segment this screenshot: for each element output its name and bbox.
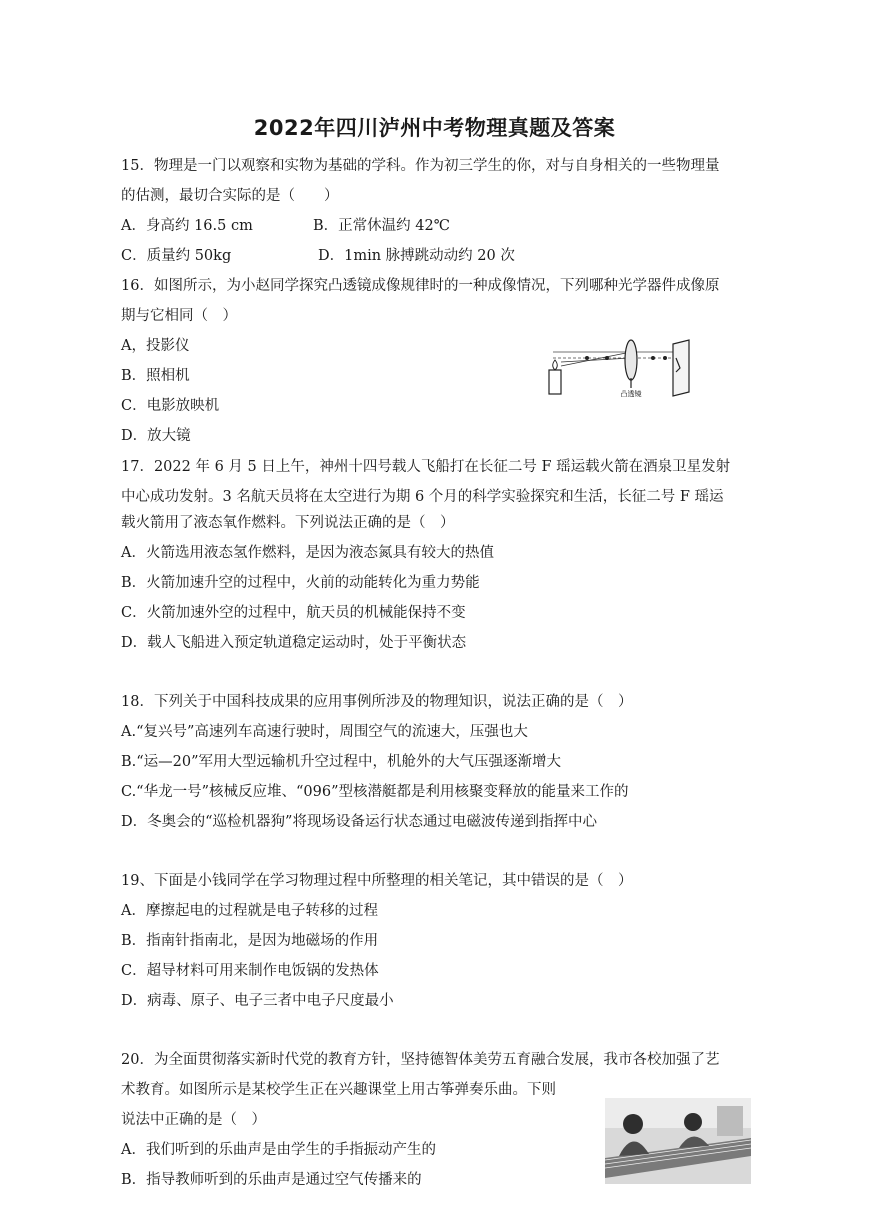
lens-label: 凸透镜 [620,390,642,398]
student-head-icon [623,1114,643,1134]
q17-option-b: B．火箭加速升空的过程中，火前的动能转化为重力势能 [121,575,480,591]
background-object [717,1106,743,1136]
focal-point-dot [605,356,609,360]
q17-option-d: D．载人飞船进入预定轨道稳定运动时，处于平衡状态 [121,635,467,651]
q19-option-c: C．超导材料可用来制作电饭锅的发热体 [121,963,379,979]
q20-option-b: B．指导教师听到的乐曲声是通过空气传播来的 [121,1172,422,1188]
q20-stem-line1: 20．为全面贯彻落实新时代党的教育方针，坚持德智体美劳五育融合发展，我市各校加强了艺 [121,1052,720,1068]
q15-option-b: B．正常休温约 42℃ [313,218,450,234]
q15-stem-line1: 15．物理是一门以观察和实物为基础的学科。作为初三学生的你，对与自身相关的一些物理量 [121,158,720,174]
lens-imaging-figure [545,338,695,400]
screen-icon [673,340,689,396]
q16-option-c: C．电影放映机 [121,398,220,414]
q15-option-c: C．质量约 50kg [121,248,232,264]
q17-stem-line2: 中心成功发射。3 名航天员将在太空进行为期 6 个月的科学实验探究和生活，长征二号 F 瑶运 [121,489,724,505]
q16-option-a: A，投影仪 [121,338,190,354]
q15-stem-line2: 的估测，最切合实际的是（ ） [121,188,339,204]
q19-option-d: D．病毒、原子、电子三者中电子尺度最小 [121,993,394,1009]
focal-point-dot [585,356,589,360]
focal-point-dot [663,356,667,360]
focal-point-dot [651,356,655,360]
page-title: 2022年四川泸州中考物理真题及答案 [253,116,616,140]
q16-stem-line1: 16．如图所示，为小赵同学探究凸透镜成像规律时的一种成像情况，下列哪种光学器件成像原 [121,278,720,294]
q18-option-c: C.“华龙一号”核械反应堆、“096”型核潜艇都是利用核聚变释放的能量来工作的 [121,784,629,800]
q19-option-b: B．指南针指南北，是因为地磁场的作用 [121,933,379,949]
convex-lens-icon [625,340,637,380]
q19-option-a: A．摩擦起电的过程就是电子转移的过程 [121,903,378,919]
q20-stem-line2: 术教育。如图所示是某校学生正在兴趣课堂上用古筝弹奏乐曲。下则 [121,1082,556,1098]
q16-option-b: B．照相机 [121,368,190,384]
q16-stem-line2: 期与它相同（ ） [121,308,237,324]
q15-option-row-2 [121,246,515,266]
q18-option-b: B.“运—20”军用大型远输机升空过程中，机舱外的大气压强逐渐增大 [121,754,562,770]
q15-option-row-1 [121,216,450,236]
flame-icon [553,360,558,370]
q17-option-c: C．火箭加速外空的过程中，航天员的机械能保持不变 [121,605,466,621]
q19-stem-line1: 19、下面是小钱同学在学习物理过程中所整理的相关笔记，其中错误的是（ ） [121,873,633,889]
q18-stem-line1: 18．下列关于中国科技成果的应用事例所涉及的物理知识，说法正确的是（ ） [121,694,633,710]
guzheng-photo [605,1098,751,1184]
q20-option-a: A．我们听到的乐曲声是由学生的手指振动产生的 [121,1142,436,1158]
q17-stem-line1: 17．2022 年 6 月 5 日上午，神州十四号载人飞船打在长征二号 F 瑶运载火箭在酒泉卫星发射 [121,459,731,475]
q15-option-a: A．身高约 16.5 cm [121,218,253,234]
q17-stem-line3: 载火箭用了液态氧作燃料。下列说法正确的是（ ） [121,515,455,531]
q17-option-a: A．火箭选用液态氢作燃料，是因为液态氮具有较大的热值 [121,545,494,561]
q18-option-a: A.“复兴号”高速列车高速行驶时，周围空气的流速大，压强也大 [121,724,528,740]
q18-option-d: D．冬奥会的“巡检机器狗”将现场设备运行状态通过电磁波传递到指挥中心 [121,814,597,830]
teacher-head-icon [684,1113,702,1131]
q15-option-d: D．1min 脉搏跳动动约 20 次 [318,248,515,264]
candle-icon [549,370,561,394]
q16-option-d: D．放大镜 [121,428,191,444]
q20-stem-line3: 说法中正确的是（ ） [121,1112,266,1128]
